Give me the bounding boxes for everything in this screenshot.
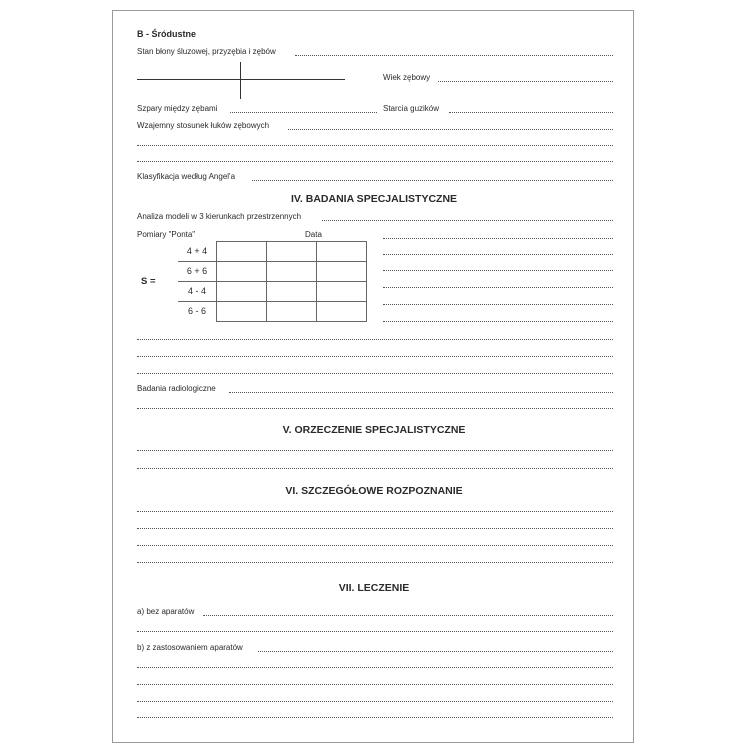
with-appliance-label: b) z zastosowaniem aparatów (137, 643, 243, 652)
section-v-heading: V. ORZECZENIE SPECJALISTYCZNE (282, 424, 466, 436)
dental-cross-vertical (240, 62, 241, 99)
radiology-field[interactable] (229, 392, 613, 393)
blank-line[interactable] (137, 717, 613, 718)
mucosa-field[interactable] (295, 55, 613, 56)
section-vii-heading: VII. LECZENIE (338, 582, 410, 594)
table-row-label: 4 - 4 (187, 286, 206, 296)
row-separator (178, 301, 216, 302)
blank-line[interactable] (137, 450, 613, 451)
cusp-wear-label: Starcia guzików (383, 104, 440, 113)
blank-line[interactable] (137, 684, 613, 685)
model-analysis-label: Analiza modeli w 3 kierunkach przestrzennych (137, 212, 302, 221)
arch-relation-label: Wzajemny stosunek łuków zębowych (137, 121, 270, 130)
row-separator (178, 281, 216, 282)
gaps-field[interactable] (230, 112, 377, 113)
arch-relation-field[interactable] (288, 129, 613, 130)
blank-line[interactable] (137, 373, 613, 374)
gaps-label: Szpary między zębami (137, 104, 218, 113)
blank-line[interactable] (383, 287, 613, 288)
table-row-divider (216, 261, 367, 262)
with-appliance-field[interactable] (258, 651, 613, 652)
blank-line[interactable] (137, 545, 613, 546)
table-row-label: 6 - 6 (187, 306, 206, 316)
blank-line[interactable] (137, 528, 613, 529)
mucosa-label: Stan błony śluzowej, przyzębia i zębów (137, 47, 276, 56)
no-appliance-label: a) bez aparatów (137, 607, 195, 616)
blank-line[interactable] (137, 631, 613, 632)
form-page (112, 10, 634, 743)
blank-line[interactable] (383, 321, 613, 322)
table-row-label: 6 + 6 (186, 266, 208, 276)
angle-class-label: Klasyfikacja według Angel'a (137, 172, 236, 181)
cusp-wear-field[interactable] (449, 112, 613, 113)
blank-line[interactable] (137, 511, 613, 512)
blank-line[interactable] (137, 145, 613, 146)
dental-age-label: Wiek zębowy (383, 73, 431, 82)
s-equals-label: S = (141, 276, 156, 287)
table-row-divider (216, 301, 367, 302)
no-appliance-field[interactable] (203, 615, 613, 616)
dental-age-field[interactable] (438, 81, 613, 82)
radiology-label: Badania radiologiczne (137, 384, 216, 393)
blank-line[interactable] (383, 238, 613, 239)
blank-line[interactable] (383, 270, 613, 271)
table-row-label: 4 + 4 (186, 246, 208, 256)
row-separator (178, 261, 216, 262)
blank-line[interactable] (383, 304, 613, 305)
blank-line[interactable] (137, 356, 613, 357)
blank-line[interactable] (137, 339, 613, 340)
section-iv-heading: IV. BADANIA SPECJALISTYCZNE (290, 193, 458, 205)
model-analysis-field[interactable] (322, 220, 613, 221)
blank-line[interactable] (383, 254, 613, 255)
blank-line[interactable] (137, 562, 613, 563)
dental-cross-horizontal (137, 79, 345, 80)
pont-label: Pomiary "Ponta" (137, 230, 196, 239)
date-label: Data (305, 230, 322, 239)
blank-line[interactable] (137, 161, 613, 162)
table-row-divider (216, 281, 367, 282)
blank-line[interactable] (137, 408, 613, 409)
section-vi-heading: VI. SZCZEGÓŁOWE ROZPOZNANIE (285, 485, 463, 497)
blank-line[interactable] (137, 701, 613, 702)
angle-class-field[interactable] (252, 180, 613, 181)
blank-line[interactable] (137, 468, 613, 469)
blank-line[interactable] (137, 667, 613, 668)
section-b-title: B - Śródustne (137, 29, 197, 39)
